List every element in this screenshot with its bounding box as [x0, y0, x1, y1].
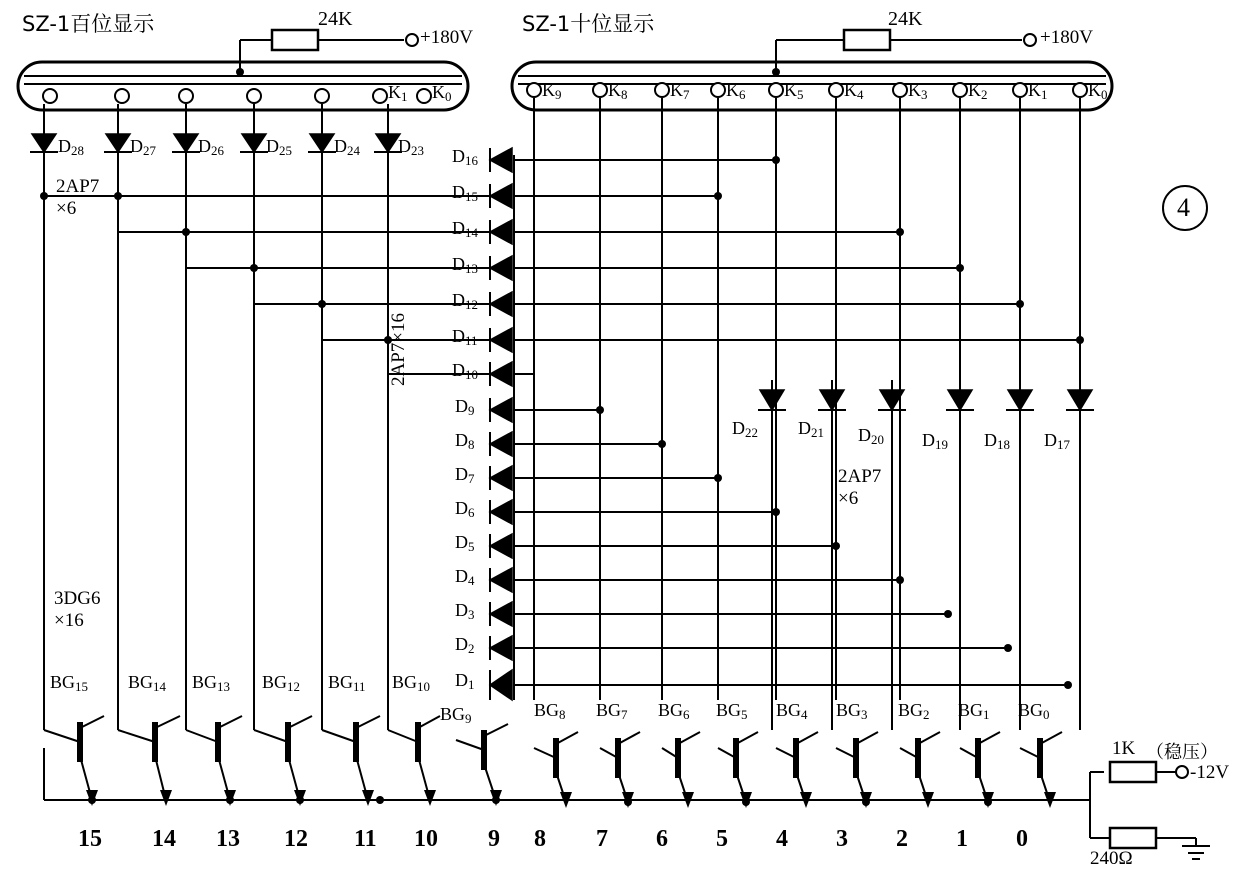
bottom-number-5: 5: [716, 826, 728, 852]
right-tube-pin-K3: $K_3$: [908, 80, 928, 103]
note-2ap7-x6-right: 2AP7 ×6: [838, 466, 882, 509]
bottom-number-15: 15: [78, 826, 102, 852]
bottom-number-8: 8: [534, 826, 546, 852]
diode-label-D11: $D_{11}$: [452, 326, 478, 349]
transistor-label-BG14: $BG_{14}$: [128, 672, 166, 695]
right-tube-pin-K5: $K_5$: [784, 80, 804, 103]
diode-label-D19: $D_{19}$: [922, 430, 948, 453]
bottom-number-10: 10: [414, 826, 438, 852]
diode-label-D5: $D_5$: [455, 532, 475, 555]
regulator-note: （稳压）: [1146, 742, 1218, 763]
note-2ap7-x6-left: 2AP7 ×6: [56, 176, 100, 219]
regulator-rail-label: -12V: [1190, 762, 1230, 783]
transistor-label-BG8: $BG_8$: [534, 700, 566, 723]
regulator-resistor-label: 1K: [1112, 738, 1136, 759]
right-tube-pin-K1: $K_1$: [1028, 80, 1048, 103]
rail-label-right: +180V: [1040, 27, 1093, 48]
diode-label-D24: $D_{24}$: [334, 136, 360, 159]
diode-label-D27: $D_{27}$: [130, 136, 156, 159]
transistor-label-BG15: $BG_{15}$: [50, 672, 88, 695]
diode-label-D10: $D_{10}$: [452, 360, 478, 383]
bottom-number-7: 7: [596, 826, 608, 852]
diode-label-D7: $D_7$: [455, 464, 475, 487]
bottom-number-1: 1: [956, 826, 968, 852]
transistor-label-BG2: $BG_2$: [898, 700, 930, 723]
bottom-number-13: 13: [216, 826, 240, 852]
figure-number: 4: [1177, 193, 1190, 222]
diode-label-D18: $D_{18}$: [984, 430, 1010, 453]
diode-label-D8: $D_8$: [455, 430, 475, 453]
title-right: SZ-1十位显示: [522, 12, 655, 36]
diode-label-D6: $D_6$: [455, 498, 475, 521]
right-tube-pin-K9: $K_9$: [542, 80, 562, 103]
transistor-label-BG0: $BG_0$: [1018, 700, 1050, 723]
rail-label-left: +180V: [420, 27, 473, 48]
diode-label-D9: $D_9$: [455, 396, 475, 419]
transistor-label-BG9: $BG_9$: [440, 704, 472, 727]
resistor-label-left: 24K: [318, 8, 353, 30]
diode-label-D21: $D_{21}$: [798, 418, 824, 441]
bottom-number-14: 14: [152, 826, 176, 852]
transistor-label-BG5: $BG_5$: [716, 700, 748, 723]
right-tube-pin-K4: $K_4$: [844, 80, 864, 103]
right-tube-pin-K0: $K_0$: [1088, 80, 1108, 103]
diode-label-D12: $D_{12}$: [452, 290, 478, 313]
transistor-label-BG7: $BG_7$: [596, 700, 628, 723]
bottom-number-4: 4: [776, 826, 788, 852]
diode-label-D22: $D_{22}$: [732, 418, 758, 441]
diode-label-D16: $D_{16}$: [452, 146, 478, 169]
bottom-number-0: 0: [1016, 826, 1028, 852]
diode-label-D17: $D_{17}$: [1044, 430, 1070, 453]
left-tube-pin-K0: $K_0$: [432, 82, 452, 105]
transistor-label-BG12: $BG_{12}$: [262, 672, 300, 695]
bottom-number-12: 12: [284, 826, 308, 852]
note-3dg6-x16: 3DG6 ×16: [54, 588, 101, 631]
diode-label-D14: $D_{14}$: [452, 218, 478, 241]
right-tube-pin-K8: $K_8$: [608, 80, 628, 103]
transistor-label-BG1: $BG_1$: [958, 700, 990, 723]
diode-label-D2: $D_2$: [455, 634, 475, 657]
bottom-number-6: 6: [656, 826, 668, 852]
transistor-label-BG6: $BG_6$: [658, 700, 690, 723]
diode-label-D26: $D_{26}$: [198, 136, 224, 159]
diode-label-D23: $D_{23}$: [398, 136, 424, 159]
diode-label-D4: $D_4$: [455, 566, 475, 589]
bottom-number-3: 3: [836, 826, 848, 852]
transistor-label-BG13: $BG_{13}$: [192, 672, 230, 695]
diode-label-D1: $D_1$: [455, 670, 475, 693]
transistor-label-BG10: $BG_{10}$: [392, 672, 430, 695]
regulator-240ohm-label: 240Ω: [1090, 848, 1133, 869]
diode-label-D25: $D_{25}$: [266, 136, 292, 159]
transistor-label-BG4: $BG_4$: [776, 700, 808, 723]
left-tube-pin-K1: $K_1$: [388, 82, 408, 105]
bottom-number-2: 2: [896, 826, 908, 852]
diode-label-D15: $D_{15}$: [452, 182, 478, 205]
diode-label-D13: $D_{13}$: [452, 254, 478, 277]
title-left: SZ-1百位显示: [22, 12, 155, 36]
right-tube-pin-K7: $K_7$: [670, 80, 690, 103]
resistor-label-right: 24K: [888, 8, 923, 30]
diode-label-D3: $D_3$: [455, 600, 475, 623]
bottom-number-11: 11: [354, 826, 377, 852]
bottom-number-9: 9: [488, 826, 500, 852]
note-2ap7-x16: 2AP7×16: [388, 312, 409, 386]
diode-label-D28: $D_{28}$: [58, 136, 84, 159]
right-tube-pin-K2: $K_2$: [968, 80, 988, 103]
diode-label-D20: $D_{20}$: [858, 425, 884, 448]
right-tube-pin-K6: $K_6$: [726, 80, 746, 103]
transistor-label-BG3: $BG_3$: [836, 700, 868, 723]
transistor-label-BG11: $BG_{11}$: [328, 672, 366, 695]
